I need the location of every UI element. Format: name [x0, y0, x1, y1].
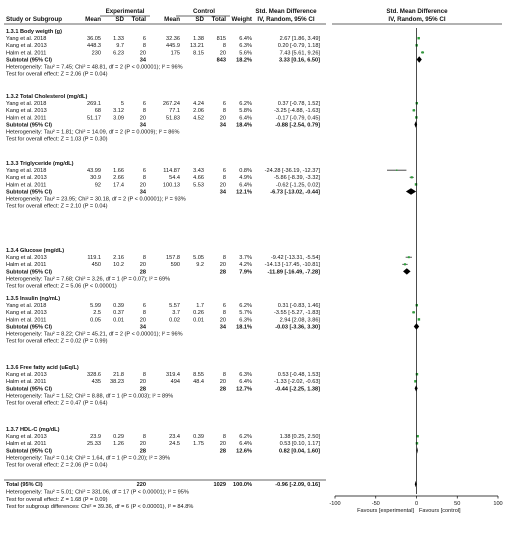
total-exp-value: 6 [142, 303, 146, 310]
total-exp-value: 6 [142, 36, 146, 43]
sd-ctrl-value: 8.55 [193, 372, 204, 379]
col-total-ctrl-header: Total [211, 16, 226, 23]
study-name: Kang et al. 2013 [6, 108, 47, 115]
study-marker [416, 442, 418, 444]
study-name: Kang et al. 2013 [6, 43, 47, 50]
subtotal-total-ctrl: 34 [219, 324, 226, 331]
x-tick-label: -50 [371, 501, 380, 507]
weight-value: 12.7% [236, 386, 252, 393]
subgroup-title: 1.3.6 Free fatty acid (uEq/L) [6, 365, 79, 371]
total-exp-value: 6 [142, 101, 146, 108]
sd-exp-value: 2.16 [113, 255, 124, 262]
subtotal-total-exp: 34 [139, 57, 146, 64]
col-sd-ctrl-header: SD [195, 16, 204, 23]
mean-exp-value: 119.1 [87, 255, 101, 262]
study-name: Yang et al. 2018 [6, 303, 47, 310]
weight-value: 6.2% [239, 303, 252, 310]
total-heterogeneity-text: Heterogeneity: Tau² = 5.01; Chi² = 331.06, df = 17 (P < 0.00001); I² = 95% [6, 489, 189, 496]
effect-ci-value: 0.53 [-0.48, 1.53] [277, 372, 320, 379]
mean-exp-value: 2.5 [93, 310, 101, 317]
sd-ctrl-value: 3.43 [193, 168, 204, 175]
heterogeneity-text: Heterogeneity: Tau² = 8.22; Chi² = 45.21, df = 2 (P < 0.00001); I² = 96% [6, 331, 183, 338]
total-exp-value: 8 [142, 310, 146, 317]
mean-ctrl-value: 5.57 [169, 303, 180, 310]
subtotal-label: Subtotal (95% CI) [6, 57, 52, 64]
mean-exp-value: 51.17 [87, 115, 101, 122]
subtotal-total-ctrl: 28 [219, 269, 226, 276]
study-name: Kang et al. 2013 [6, 310, 47, 317]
study-name: Halm et al. 2011 [6, 317, 47, 324]
total-exp-value: 8 [142, 255, 146, 262]
sd-exp-value: 9.7 [116, 43, 124, 50]
mean-ctrl-value: 0.02 [169, 317, 180, 324]
subtotal-label: Subtotal (95% CI) [6, 324, 52, 331]
col-sd-exp-header: SD [115, 16, 124, 23]
favours-experimental-label: Favours [experimental] [357, 508, 415, 514]
mean-exp-value: 36.05 [87, 36, 101, 43]
study-marker [413, 109, 415, 111]
weight-value: 6.4% [239, 115, 252, 122]
total-label: Total (95% CI) [6, 482, 43, 488]
sd-ctrl-value: 1.75 [193, 441, 204, 448]
mean-exp-value: 435 [91, 379, 101, 386]
effect-ci-value: -0.88 [-2.54, 0.79] [275, 122, 320, 129]
subtotal-diamond [406, 188, 416, 194]
mean-ctrl-value: 157.8 [166, 255, 180, 262]
total-exp-value: 8 [142, 175, 146, 182]
overall-effect-text: Test for overall effect: Z = 2.10 (P = 0.04) [6, 203, 108, 210]
effect-ci-value: -14.13 [-17.45, -10.81] [264, 262, 320, 269]
sd-exp-value: 17.4 [113, 182, 124, 189]
total-ctrl-value: 20 [219, 441, 226, 448]
heterogeneity-text: Heterogeneity: Tau² = 23.95; Chi² = 30.18, df = 2 (P < 0.00001); I² = 93% [6, 196, 186, 203]
total-ctrl-value: 8 [222, 108, 226, 115]
weight-value: 6.3% [239, 43, 252, 50]
total-exp-value: 20 [139, 441, 146, 448]
sd-exp-value: 6.23 [113, 50, 124, 57]
weight-value: 3.7% [239, 255, 252, 262]
sd-ctrl-value: 5.05 [193, 255, 204, 262]
total-ctrl-value: 6 [222, 101, 226, 108]
weight-value: 5.6% [239, 50, 252, 57]
col-ci-header: IV, Random, 95% CI [257, 16, 315, 23]
study-marker [408, 256, 410, 258]
total-ctrl-value: 1029 [213, 482, 226, 488]
favours-control-label: Favours [control] [418, 508, 461, 514]
effect-ci-value: 0.31 [-0.83, 1.46] [277, 303, 320, 310]
total-exp-value: 20 [139, 115, 146, 122]
total-exp-value: 6 [142, 168, 146, 175]
weight-value: 18.2% [236, 57, 252, 64]
effect-ci-value: -3.55 [-5.27, -1.83] [273, 310, 320, 317]
subtotal-total-exp: 28 [139, 448, 146, 455]
overall-effect-text: Test for overall effect: Z = 5.06 (P < 0.00001) [6, 283, 117, 290]
study-name: Yang et al. 2018 [6, 36, 47, 43]
sd-exp-value: 1.26 [113, 441, 124, 448]
subgroup-title: 1.3.1 Body weigth (g) [6, 29, 62, 35]
total-ctrl-value: 20 [219, 317, 226, 324]
subtotal-total-exp: 34 [139, 122, 146, 129]
study-marker [412, 311, 414, 313]
effect-title-right: Std. Mean Difference [386, 8, 448, 15]
col-total-exp-header: Total [131, 16, 146, 23]
x-tick-label: 50 [454, 501, 461, 507]
study-marker [415, 183, 417, 185]
effect-ci-value: 2.67 [1.86, 3.49] [279, 36, 320, 43]
sd-ctrl-value: 1.38 [193, 36, 204, 43]
study-marker [416, 373, 418, 375]
sd-exp-value: 1.33 [113, 36, 124, 43]
total-ctrl-value: 20 [219, 182, 226, 189]
sd-ctrl-value: 0.39 [193, 434, 204, 441]
sd-exp-value: 10.2 [113, 262, 124, 269]
subgroup-differences-text: Test for subgroup differences: Chi² = 39.36, df = 6 (P < 0.00001), I² = 84.8% [6, 504, 194, 511]
weight-value: 6.4% [239, 182, 252, 189]
weight-value: 12.6% [236, 448, 252, 455]
study-marker [421, 51, 423, 53]
subtotal-total-ctrl: 28 [219, 386, 226, 393]
mean-exp-value: 68 [94, 108, 101, 115]
mean-exp-value: 450 [91, 262, 101, 269]
total-ctrl-value: 8 [222, 434, 226, 441]
col-mean-ctrl-header: Mean [164, 16, 180, 23]
total-exp-value: 8 [142, 108, 146, 115]
effect-ci-value: -0.44 [-2.25, 1.38] [275, 386, 320, 393]
sd-exp-value: 5 [120, 101, 124, 108]
group-control-label: Control [193, 8, 215, 15]
total-ctrl-value: 20 [219, 115, 226, 122]
total-ctrl-value: 20 [219, 50, 226, 57]
group-experimental-label: Experimental [105, 8, 145, 15]
subtotal-total-exp: 34 [139, 189, 146, 196]
sd-exp-value: 0.39 [113, 303, 124, 310]
total-ctrl-value: 6 [222, 303, 226, 310]
total-ctrl-value: 6 [222, 168, 226, 175]
subgroup-title: 1.3.2 Total Cholesterol (mg/dL) [6, 94, 88, 100]
study-name: Halm et al. 2011 [6, 50, 47, 57]
sd-ctrl-value: 0.26 [193, 310, 204, 317]
mean-ctrl-value: 24.5 [169, 441, 180, 448]
heterogeneity-text: Heterogeneity: Tau² = 7.68; Chi² = 3.26, df = 1 (P = 0.07); I² = 69% [6, 276, 171, 283]
total-exp-value: 20 [139, 379, 146, 386]
mean-ctrl-value: 267.24 [162, 101, 180, 108]
subtotal-label: Subtotal (95% CI) [6, 386, 52, 393]
mean-exp-value: 269.1 [87, 101, 101, 108]
effect-ci-value: -6.73 [-13.02, -0.44] [270, 189, 320, 196]
total-ctrl-value: 8 [222, 175, 226, 182]
subtotal-diamond [403, 268, 411, 274]
sd-exp-value: 0.01 [113, 317, 124, 324]
mean-exp-value: 230 [91, 50, 101, 57]
mean-exp-value: 43.99 [87, 168, 101, 175]
x-tick-label: -100 [329, 501, 341, 507]
weight-value: 6.3% [239, 317, 252, 324]
overall-effect-text: Test for overall effect: Z = 2.06 (P = 0.04) [6, 462, 108, 469]
study-name: Halm et al. 2011 [6, 379, 47, 386]
weight-value: 7.9% [239, 269, 252, 276]
mean-ctrl-value: 3.7 [172, 310, 180, 317]
weight-value: 6.3% [239, 372, 252, 379]
effect-ci-value: -3.25 [-4.88, -1.63] [273, 108, 320, 115]
subtotal-label: Subtotal (95% CI) [6, 189, 52, 196]
effect-ci-value: 0.82 [0.04, 1.60] [278, 448, 320, 455]
mean-exp-value: 448.3 [87, 43, 101, 50]
mean-exp-value: 92 [94, 182, 101, 189]
study-name: Kang et al. 2013 [6, 255, 47, 262]
sd-ctrl-value: 48.4 [193, 379, 204, 386]
subtotal-label: Subtotal (95% CI) [6, 448, 52, 455]
overall-effect-text: Test for overall effect: Z = 0.47 (P = 0.64) [6, 400, 108, 407]
study-marker [417, 37, 419, 39]
study-name: Yang et al. 2018 [6, 168, 47, 175]
total-overall-effect-text: Test for overall effect: Z = 1.68 (P = 0.09) [6, 496, 108, 503]
subtotal-total-ctrl: 34 [219, 122, 226, 129]
sd-exp-value: 3.09 [113, 115, 124, 122]
mean-ctrl-value: 54.4 [169, 175, 180, 182]
total-exp-value: 20 [139, 317, 146, 324]
mean-ctrl-value: 590 [170, 262, 180, 269]
effect-ci-value: 7.43 [5.61, 9.26] [279, 50, 320, 57]
sd-ctrl-value: 4.24 [193, 101, 204, 108]
effect-ci-value: 0.53 [0.10, 1.17] [279, 441, 320, 448]
mean-ctrl-value: 114.87 [163, 168, 180, 175]
study-marker [411, 176, 413, 178]
sd-ctrl-value: 0.01 [193, 317, 204, 324]
total-ctrl-value: 8 [222, 255, 226, 262]
study-name: Halm et al. 2011 [6, 441, 47, 448]
study-marker [396, 169, 397, 170]
study-name: Kang et al. 2013 [6, 434, 47, 441]
effect-ci-value: -9.42 [-13.31, -5.54] [270, 255, 320, 262]
study-name: Yang et al. 2018 [6, 101, 47, 108]
col-ci-header-right: IV, Random, 95% CI [388, 16, 446, 23]
weight-value: 6.2% [239, 434, 252, 441]
mean-ctrl-value: 494 [170, 379, 180, 386]
weight-value: 5.8% [239, 108, 252, 115]
sd-ctrl-value: 5.53 [193, 182, 204, 189]
mean-ctrl-value: 51.83 [166, 115, 180, 122]
weight-value: 100.0% [233, 482, 252, 488]
total-ctrl-value: 20 [219, 379, 226, 386]
sd-exp-value: 38.23 [110, 379, 124, 386]
study-name: Halm et al. 2011 [6, 262, 47, 269]
sd-ctrl-value: 8.15 [193, 50, 204, 57]
subtotal-total-ctrl: 28 [219, 448, 226, 455]
study-name: Halm et al. 2011 [6, 115, 47, 122]
total-ctrl-value: 20 [219, 262, 226, 269]
weight-value: 6.4% [239, 379, 252, 386]
mean-ctrl-value: 445.9 [166, 43, 180, 50]
sd-ctrl-value: 4.52 [193, 115, 204, 122]
mean-exp-value: 23.9 [90, 434, 101, 441]
total-exp-value: 220 [136, 482, 146, 488]
total-ctrl-value: 8 [222, 372, 226, 379]
total-exp-value: 8 [142, 434, 146, 441]
sd-exp-value: 1.66 [113, 168, 124, 175]
effect-ci-value: -24.28 [-36.19, -12.37] [264, 168, 320, 175]
total-exp-value: 20 [139, 262, 146, 269]
heterogeneity-text: Heterogeneity: Tau² = 1.81; Chi² = 14.09, df = 2 (P = 0.0009); I² = 86% [6, 129, 180, 136]
subtotal-total-exp: 28 [139, 386, 146, 393]
effect-ci-value: -0.03 [-3.36, 3.30] [275, 324, 320, 331]
weight-value: 18.4% [236, 122, 252, 129]
sd-exp-value: 0.37 [113, 310, 124, 317]
mean-exp-value: 30.9 [90, 175, 101, 182]
effect-ci-value: 0.37 [-0.78, 1.52] [277, 101, 320, 108]
subtotal-total-ctrl: 34 [219, 189, 226, 196]
study-name: Kang et al. 2013 [6, 372, 47, 379]
weight-value: 0.8% [239, 168, 252, 175]
total-exp-value: 8 [142, 372, 146, 379]
subgroup-title: 1.3.3 Triglyceride (mg/dL) [6, 161, 74, 167]
overall-effect-text: Test for overall effect: Z = 2.06 (P = 0.04) [6, 71, 108, 78]
effect-ci-value: -11.89 [-16.49, -7.28] [267, 269, 320, 276]
subgroup-title: 1.3.7 HDL-C (mg/dL) [6, 427, 60, 433]
weight-value: 6.4% [239, 36, 252, 43]
study-marker [418, 318, 420, 320]
effect-ci-value: 1.38 [0.25, 2.50] [279, 434, 320, 441]
subtotal-total-exp: 34 [139, 324, 146, 331]
sd-ctrl-value: 1.7 [196, 303, 204, 310]
weight-value: 6.2% [239, 101, 252, 108]
overall-effect-text: Test for overall effect: Z = 1.03 (P = 0.30) [6, 136, 108, 143]
sd-ctrl-value: 13.21 [190, 43, 204, 50]
mean-ctrl-value: 32.36 [166, 36, 180, 43]
effect-ci-value: 0.20 [-0.79, 1.18] [277, 43, 320, 50]
effect-title: Std. Mean Difference [255, 8, 317, 15]
mean-exp-value: 328.6 [87, 372, 101, 379]
subtotal-diamond [417, 56, 422, 62]
sd-ctrl-value: 2.06 [193, 108, 204, 115]
effect-ci-value: 2.94 [2.08, 3.86] [279, 317, 320, 324]
sd-exp-value: 0.29 [113, 434, 124, 441]
study-name: Halm et al. 2011 [6, 182, 47, 189]
subtotal-total-ctrl: 843 [216, 57, 226, 64]
mean-exp-value: 5.99 [90, 303, 101, 310]
subgroup-title: 1.3.5 Insulin (ng/mL) [6, 296, 61, 302]
heterogeneity-text: Heterogeneity: Tau² = 7.45; Chi² = 48.81, df = 2 (P < 0.00001); I² = 96% [6, 64, 183, 71]
sd-ctrl-value: 4.66 [193, 175, 204, 182]
subtotal-label: Subtotal (95% CI) [6, 269, 52, 276]
weight-value: 5.7% [239, 310, 252, 317]
sd-ctrl-value: 9.2 [196, 262, 204, 269]
total-exp-value: 20 [139, 182, 146, 189]
mean-exp-value: 0.05 [90, 317, 101, 324]
sd-exp-value: 3.12 [113, 108, 124, 115]
heterogeneity-text: Heterogeneity: Tau² = 1.52; Chi² = 8.88, df = 1 (P = 0.003); I² = 89% [6, 393, 174, 400]
heterogeneity-text: Heterogeneity: Tau² = 0.14; Chi² = 1.64, df = 1 (P = 0.20); I² = 39% [6, 455, 171, 462]
effect-ci-value: -0.96 [-2.09, 0.16] [275, 482, 320, 488]
weight-value: 18.1% [236, 324, 252, 331]
total-exp-value: 20 [139, 50, 146, 57]
study-name: Kang et al. 2013 [6, 175, 47, 182]
total-exp-value: 8 [142, 43, 146, 50]
overall-effect-text: Test for overall effect: Z = 0.02 (P = 0.99) [6, 338, 108, 345]
x-tick-label: 100 [493, 501, 503, 507]
mean-ctrl-value: 175 [170, 50, 180, 57]
weight-value: 12.1% [236, 189, 252, 196]
effect-ci-value: -0.62 [-1.25, 0.02] [275, 182, 320, 189]
study-marker [404, 263, 406, 265]
subtotal-label: Subtotal (95% CI) [6, 122, 52, 129]
total-ctrl-value: 8 [222, 310, 226, 317]
mean-ctrl-value: 23.4 [169, 434, 180, 441]
mean-ctrl-value: 319.4 [166, 372, 180, 379]
sd-exp-value: 21.8 [113, 372, 124, 379]
mean-exp-value: 25.33 [87, 441, 101, 448]
weight-value: 4.9% [239, 175, 252, 182]
sd-exp-value: 2.66 [113, 175, 124, 182]
effect-ci-value: 3.33 [0.16, 6.50] [278, 57, 320, 64]
total-ctrl-value: 8 [222, 43, 226, 50]
subgroup-title: 1.3.4 Glucose (mg/dL) [6, 248, 65, 254]
subtotal-total-exp: 28 [139, 269, 146, 276]
total-ctrl-value: 815 [216, 36, 226, 43]
col-weight-header: Weight [231, 16, 252, 23]
mean-ctrl-value: 100.13 [162, 182, 180, 189]
mean-ctrl-value: 77.1 [169, 108, 180, 115]
col-mean-exp-header: Mean [85, 16, 101, 23]
weight-value: 4.2% [239, 262, 252, 269]
effect-ci-value: -0.17 [-0.79, 0.45] [275, 115, 320, 122]
weight-value: 6.4% [239, 441, 252, 448]
effect-ci-value: -5.86 [-8.39, -3.32] [273, 175, 320, 182]
col-study-header: Study or Subgroup [6, 16, 63, 23]
effect-ci-value: -1.33 [-2.02, -0.63] [273, 379, 320, 386]
subtotal-diamond [415, 385, 418, 391]
x-tick-label: 0 [414, 501, 419, 507]
